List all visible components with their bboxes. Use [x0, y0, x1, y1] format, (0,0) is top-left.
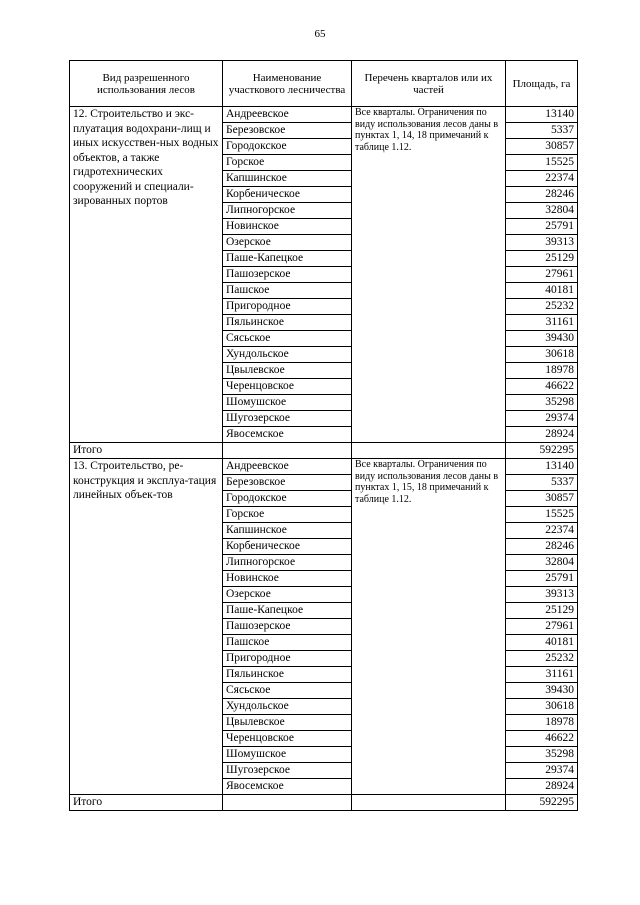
quarters-description-cell: Все кварталы. Ограничения по виду использования лесов даны в пунктах 1, 15, 18 примечаний к таблице 1.12. [352, 459, 506, 795]
forestry-name-cell: Новинское [223, 219, 352, 235]
header-quarters-list: Перечень кварталов или их частей [352, 61, 506, 107]
forestry-name-cell: Паше-Капецкое [223, 251, 352, 267]
header-use-type: Вид разрешенного использования лесов [70, 61, 223, 107]
forestry-name-cell: Черенцовское [223, 731, 352, 747]
forestry-name-cell: Пяльинское [223, 667, 352, 683]
area-cell: 30618 [506, 347, 578, 363]
area-cell: 32804 [506, 203, 578, 219]
area-cell: 13140 [506, 107, 578, 123]
area-cell: 32804 [506, 555, 578, 571]
area-cell: 5337 [506, 475, 578, 491]
quarters-description-cell: Все кварталы. Ограничения по виду использования лесов даны в пунктах 1, 14, 18 примечаний к таблице 1.12. [352, 107, 506, 443]
area-cell: 40181 [506, 635, 578, 651]
header-forestry-name: Наименование участкового лесничества [223, 61, 352, 107]
forestry-name-cell: Шугозерское [223, 763, 352, 779]
forestry-name-cell: Андреевское [223, 107, 352, 123]
area-cell: 28246 [506, 539, 578, 555]
forestry-name-cell: Цвылевское [223, 363, 352, 379]
use-type-cell: 13. Строительство, ре-конструкция и эксплуа-тация линейных объек-тов [70, 459, 223, 795]
area-cell: 39430 [506, 683, 578, 699]
forestry-name-cell: Горское [223, 507, 352, 523]
forestry-name-cell: Цвылевское [223, 715, 352, 731]
forestry-name-cell: Пашозерское [223, 619, 352, 635]
area-cell: 46622 [506, 731, 578, 747]
total-area-cell: 592295 [506, 443, 578, 459]
area-cell: 25232 [506, 299, 578, 315]
table-row [70, 459, 578, 475]
forestry-name-cell: Сясьское [223, 683, 352, 699]
area-cell: 28924 [506, 427, 578, 443]
forestry-name-cell: Шугозерское [223, 411, 352, 427]
empty-cell [223, 795, 352, 811]
header-area: Площадь, га [506, 61, 578, 107]
forestry-name-cell: Капшинское [223, 523, 352, 539]
area-cell: 29374 [506, 763, 578, 779]
forestry-name-cell: Андреевское [223, 459, 352, 475]
forestry-name-cell: Хундольское [223, 347, 352, 363]
area-cell: 25232 [506, 651, 578, 667]
area-cell: 35298 [506, 747, 578, 763]
area-cell: 27961 [506, 267, 578, 283]
forestry-name-cell: Корбеническое [223, 187, 352, 203]
area-cell: 27961 [506, 619, 578, 635]
forestry-name-cell: Березовское [223, 123, 352, 139]
area-cell: 39313 [506, 235, 578, 251]
area-cell: 31161 [506, 315, 578, 331]
area-cell: 25129 [506, 251, 578, 267]
area-cell: 22374 [506, 523, 578, 539]
forestry-name-cell: Озерское [223, 235, 352, 251]
area-cell: 18978 [506, 363, 578, 379]
total-row [70, 443, 578, 459]
forestry-name-cell: Городокское [223, 491, 352, 507]
area-cell: 5337 [506, 123, 578, 139]
area-cell: 39313 [506, 587, 578, 603]
area-cell: 15525 [506, 155, 578, 171]
total-row [70, 795, 578, 811]
forestry-name-cell: Шомушское [223, 395, 352, 411]
forestry-name-cell: Пригородное [223, 299, 352, 315]
forestry-name-cell: Черенцовское [223, 379, 352, 395]
area-cell: 30857 [506, 491, 578, 507]
forestry-name-cell: Березовское [223, 475, 352, 491]
area-cell: 46622 [506, 379, 578, 395]
forestry-name-cell: Новинское [223, 571, 352, 587]
area-cell: 31161 [506, 667, 578, 683]
forestry-name-cell: Капшинское [223, 171, 352, 187]
forestry-name-cell: Липногорское [223, 555, 352, 571]
forestry-name-cell: Пашозерское [223, 267, 352, 283]
table-row [70, 107, 578, 123]
forestry-name-cell: Явосемское [223, 427, 352, 443]
forestry-name-cell: Озерское [223, 587, 352, 603]
area-cell: 35298 [506, 395, 578, 411]
area-cell: 25791 [506, 571, 578, 587]
forestry-name-cell: Пяльинское [223, 315, 352, 331]
table-body [70, 107, 578, 811]
forestry-name-cell: Пашское [223, 635, 352, 651]
forestry-name-cell: Явосемское [223, 779, 352, 795]
forest-use-table [69, 60, 578, 811]
use-type-cell: 12. Строительство и экс-плуатация водохрани-лищ и иных искусствен-ных водных объектов, а также гидротехнических сооружений и специали-зированных портов [70, 107, 223, 443]
area-cell: 40181 [506, 283, 578, 299]
forestry-name-cell: Городокское [223, 139, 352, 155]
area-cell: 25791 [506, 219, 578, 235]
area-cell: 30618 [506, 699, 578, 715]
total-label: Итого [70, 443, 223, 459]
area-cell: 28246 [506, 187, 578, 203]
page-number: 65 [314, 28, 326, 40]
area-cell: 39430 [506, 331, 578, 347]
empty-cell [223, 443, 352, 459]
area-cell: 28924 [506, 779, 578, 795]
forestry-name-cell: Хундольское [223, 699, 352, 715]
table-header-row [70, 61, 578, 107]
forestry-name-cell: Пашское [223, 283, 352, 299]
forestry-name-cell: Шомушское [223, 747, 352, 763]
area-cell: 22374 [506, 171, 578, 187]
total-label: Итого [70, 795, 223, 811]
area-cell: 15525 [506, 507, 578, 523]
total-area-cell: 592295 [506, 795, 578, 811]
forestry-name-cell: Сясьское [223, 331, 352, 347]
area-cell: 25129 [506, 603, 578, 619]
forestry-name-cell: Липногорское [223, 203, 352, 219]
forestry-name-cell: Горское [223, 155, 352, 171]
forestry-name-cell: Паше-Капецкое [223, 603, 352, 619]
forestry-name-cell: Корбеническое [223, 539, 352, 555]
empty-cell [352, 443, 506, 459]
area-cell: 13140 [506, 459, 578, 475]
forestry-name-cell: Пригородное [223, 651, 352, 667]
area-cell: 18978 [506, 715, 578, 731]
area-cell: 30857 [506, 139, 578, 155]
empty-cell [352, 795, 506, 811]
area-cell: 29374 [506, 411, 578, 427]
